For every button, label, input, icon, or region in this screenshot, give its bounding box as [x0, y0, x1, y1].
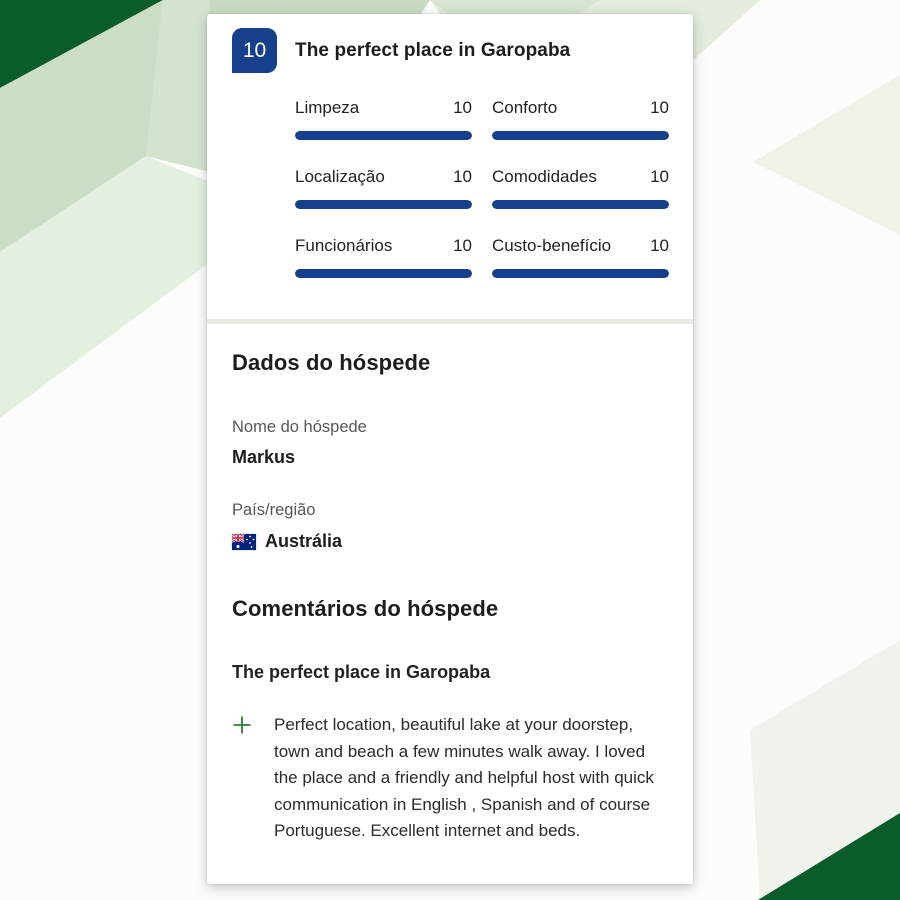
rating-item — [492, 236, 669, 278]
guest-name-label: Nome do hóspede — [232, 418, 367, 436]
country-label: País/região — [232, 501, 316, 519]
rating-label: Funcionários — [295, 236, 393, 255]
rating-item — [492, 98, 669, 140]
rating-bar — [492, 269, 669, 278]
review-text: Perfect location, beautiful lake at your doorstep, town and beach a few minutes walk away. I loved the place and a friendly and helpful host with quick communication in English , Spanish and of course Portuguese. Excellent internet and beds. — [274, 715, 654, 841]
rating-item — [295, 167, 472, 209]
ratings-grid — [295, 98, 669, 319]
rating-bar-fill — [295, 131, 472, 140]
rating-bar — [492, 200, 669, 209]
rating-bar — [295, 200, 472, 209]
rating-value: 10 — [650, 167, 669, 186]
score-block — [207, 14, 693, 319]
guest-info-section — [207, 324, 693, 845]
guest-review-title: The perfect place in Garopaba — [232, 662, 491, 682]
plus-icon — [232, 715, 252, 735]
rating-bar — [295, 131, 472, 140]
rating-label: Limpeza — [295, 98, 360, 117]
comments-section-heading: Comentários do hóspede — [232, 596, 499, 621]
rating-bar-fill — [295, 269, 472, 278]
rating-value: 10 — [650, 98, 669, 117]
rating-label: Custo-benefício — [492, 236, 612, 255]
rating-bar-fill — [492, 200, 669, 209]
guest-name-value: Markus — [232, 447, 296, 467]
guest-section-heading: Dados do hóspede — [232, 350, 431, 375]
rating-value: 10 — [453, 167, 472, 186]
country-row — [232, 531, 668, 552]
rating-bar — [295, 269, 472, 278]
review-title-header: The perfect place in Garopaba — [295, 39, 571, 61]
rating-label: Comodidades — [492, 167, 597, 186]
rating-label: Localização — [295, 167, 385, 186]
rating-item — [295, 98, 472, 140]
rating-value: 10 — [453, 98, 472, 117]
rating-bar-fill — [492, 269, 669, 278]
rating-item — [492, 167, 669, 209]
rating-label: Conforto — [492, 98, 558, 117]
country-value: Austrália — [265, 531, 343, 551]
rating-value: 10 — [650, 236, 669, 255]
rating-value: 10 — [453, 236, 472, 255]
australia-flag-icon — [232, 534, 256, 550]
rating-item — [295, 236, 472, 278]
review-card — [207, 14, 693, 884]
rating-bar-fill — [492, 131, 669, 140]
score-badge: 10 — [232, 28, 277, 73]
positive-review-row — [232, 712, 668, 845]
rating-bar — [492, 131, 669, 140]
rating-bar-fill — [295, 200, 472, 209]
